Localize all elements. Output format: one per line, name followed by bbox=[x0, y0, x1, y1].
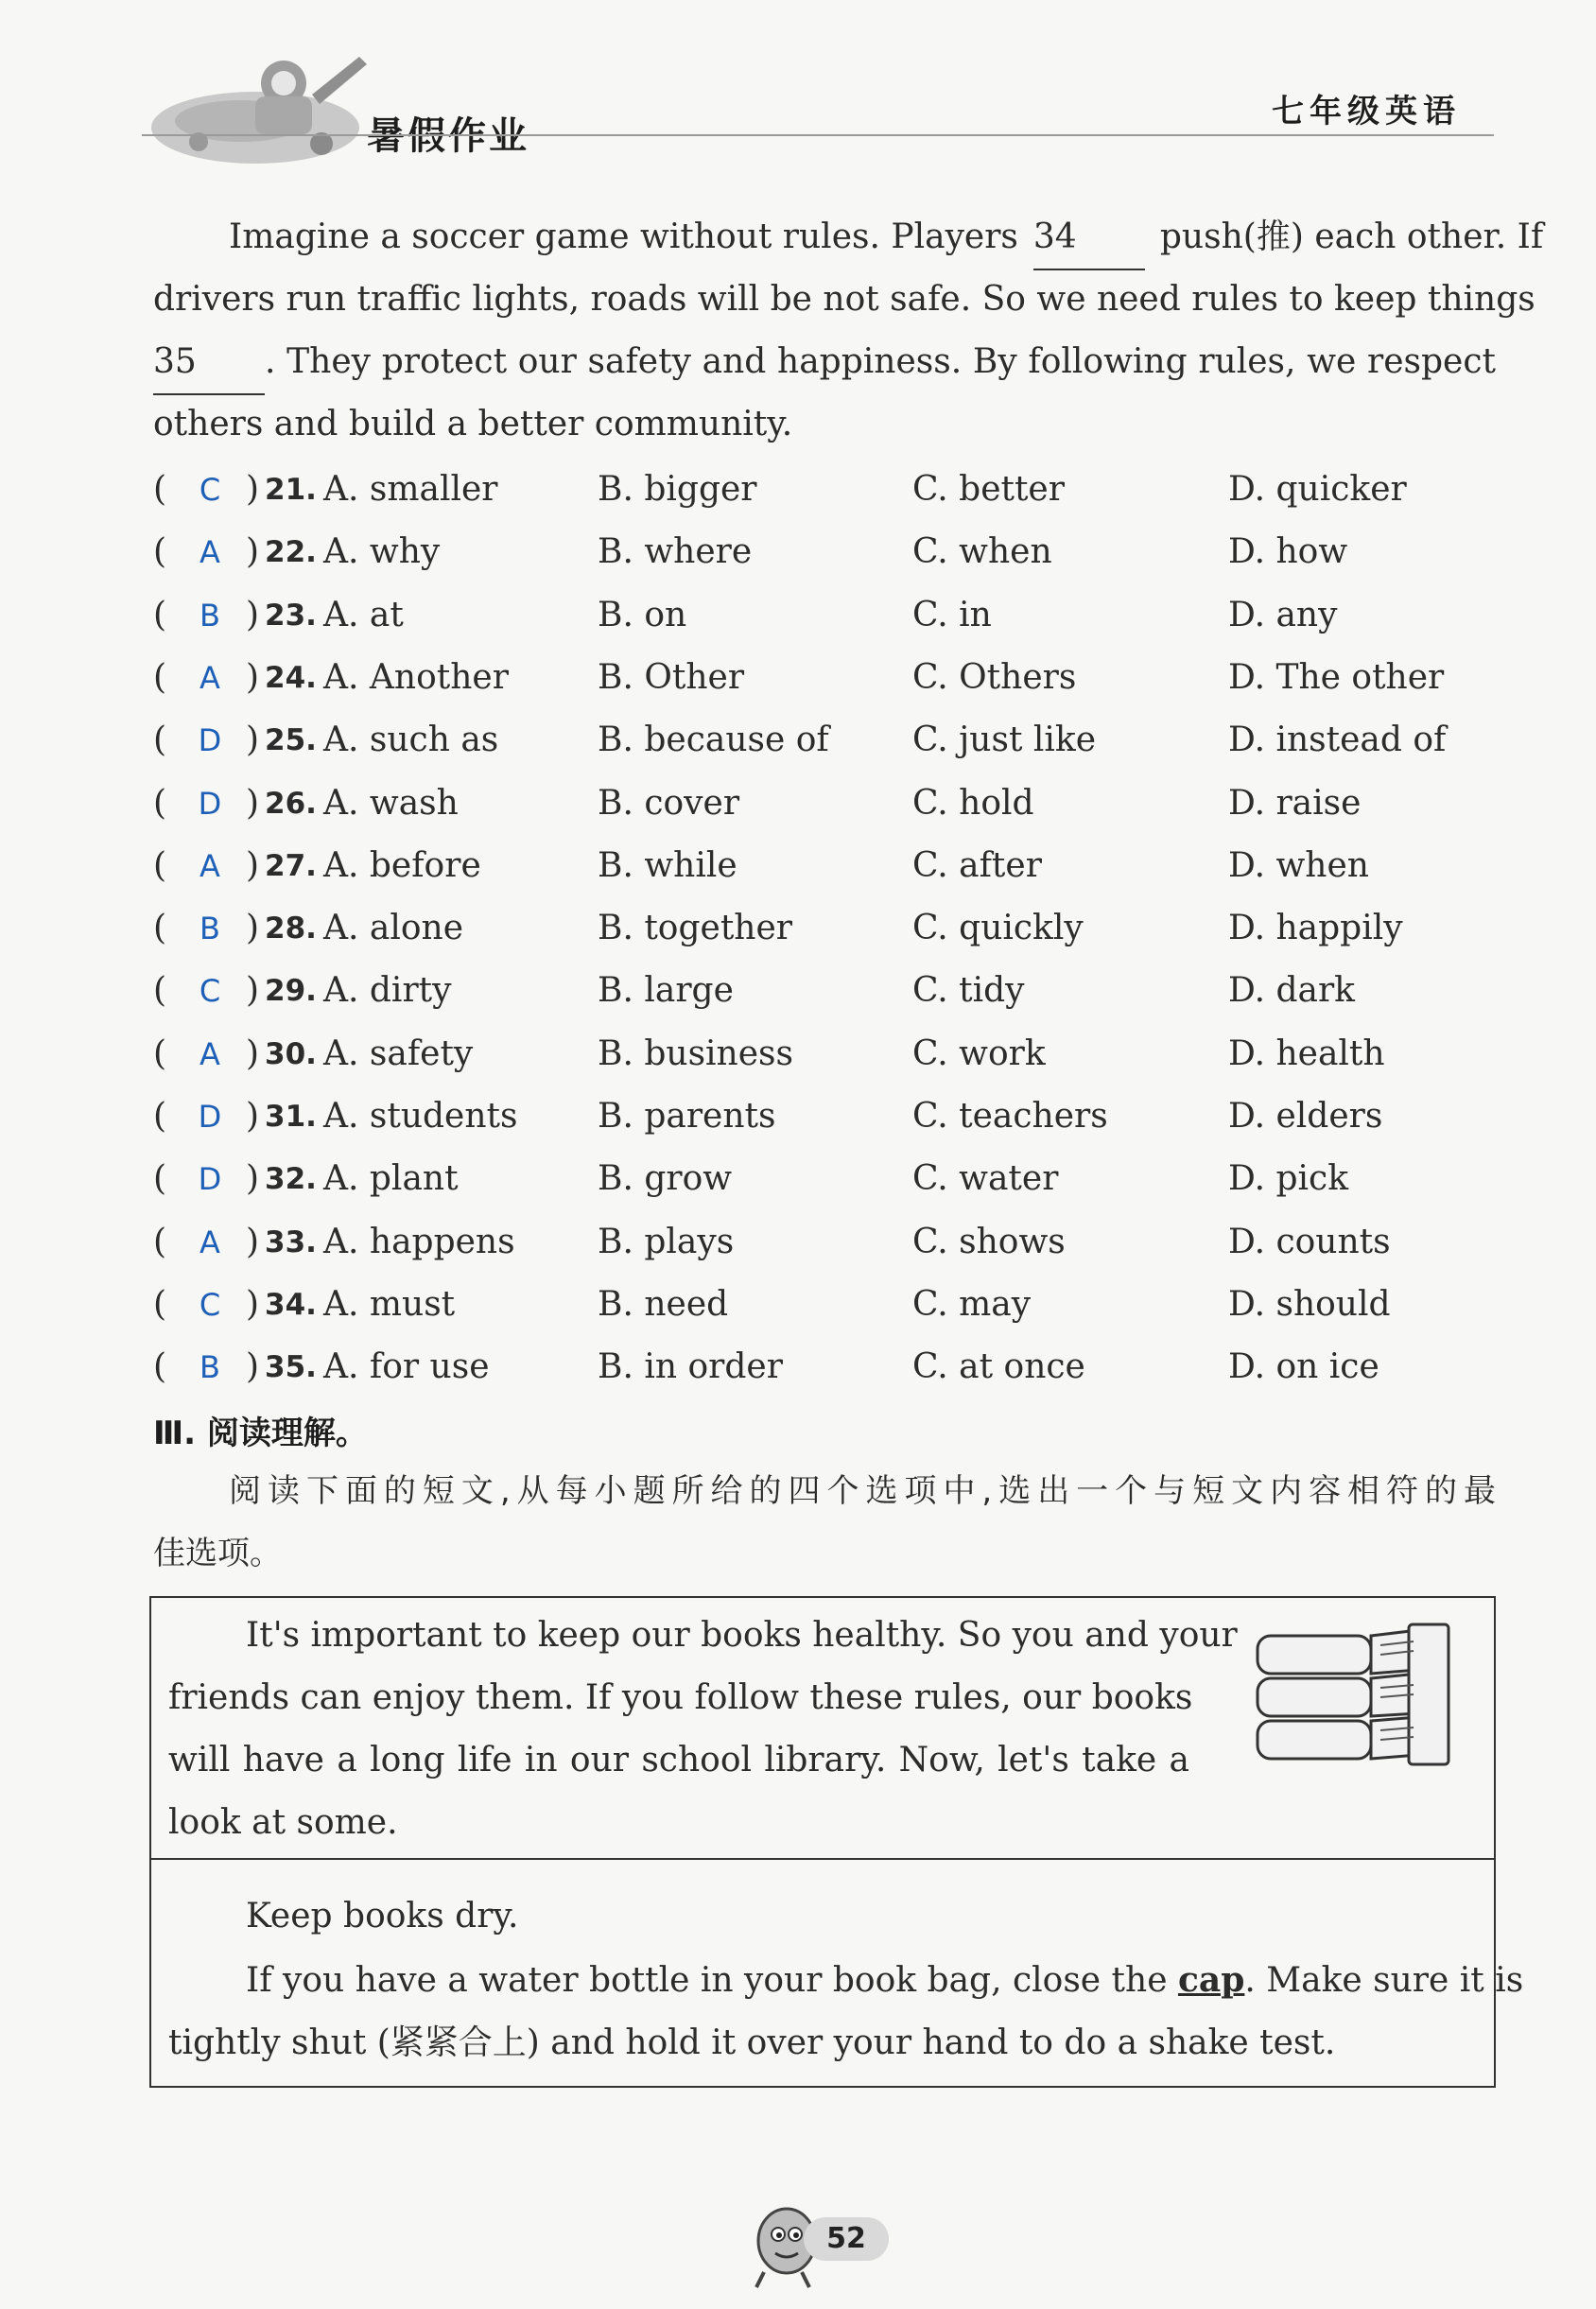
answer-letter: D bbox=[198, 785, 222, 822]
paren-close: ) bbox=[246, 1222, 260, 1261]
question-number: 30. bbox=[265, 1036, 317, 1071]
paren-close: ) bbox=[246, 470, 260, 509]
option-b: B. where bbox=[598, 532, 753, 572]
section-title: Ⅲ. 阅读理解。 bbox=[153, 1415, 368, 1452]
paren-close: ) bbox=[246, 1033, 260, 1073]
question-number: 29. bbox=[265, 974, 317, 1009]
paren-open: ( bbox=[153, 1159, 167, 1199]
reading-text: If you have a water bottle in your book bag, close the bbox=[246, 1961, 1178, 2000]
question-row bbox=[153, 897, 1496, 960]
passage-line bbox=[153, 206, 1544, 269]
option-c: C. in bbox=[912, 595, 992, 634]
paren-close: ) bbox=[246, 1159, 260, 1199]
instruction-text: 阅读下面的短文,从每小题所给的四个选项中,选出一个与短文内容相符的最 bbox=[229, 1472, 1496, 1510]
option-b: B. while bbox=[598, 845, 737, 885]
paren-open: ( bbox=[153, 532, 167, 572]
reading-text: . Make sure it is bbox=[1244, 1961, 1524, 2000]
option-c: C. after bbox=[912, 845, 1042, 885]
paren-open: ( bbox=[153, 1284, 167, 1324]
answer-letter: B bbox=[200, 597, 220, 634]
option-d: D. pick bbox=[1228, 1159, 1349, 1199]
option-a: A. such as bbox=[323, 720, 499, 760]
question-number: 32. bbox=[265, 1162, 317, 1197]
option-b: B. together bbox=[598, 909, 792, 948]
option-c: C. at once bbox=[912, 1347, 1085, 1387]
paren-close: ) bbox=[246, 1097, 260, 1136]
answer-letter: A bbox=[200, 1224, 220, 1260]
question-row bbox=[153, 1148, 1496, 1210]
option-c: C. teachers bbox=[912, 1097, 1108, 1136]
option-a: A. at bbox=[323, 595, 404, 634]
passage-text: . They protect our safety and happiness. By following rules, we respect bbox=[265, 342, 1496, 381]
option-c: C. when bbox=[912, 532, 1052, 572]
reading-line: will have a long life in our school library. Now, let's take a bbox=[168, 1741, 1189, 1779]
answer-letter: C bbox=[199, 472, 221, 508]
question-row bbox=[153, 459, 1496, 521]
option-d: D. how bbox=[1228, 532, 1348, 572]
paren-open: ( bbox=[153, 1033, 167, 1073]
option-a: A. for use bbox=[323, 1347, 490, 1387]
question-number: 27. bbox=[265, 848, 317, 883]
option-a: A. Another bbox=[323, 657, 509, 697]
option-a: A. students bbox=[323, 1097, 518, 1136]
paren-open: ( bbox=[153, 657, 167, 697]
option-c: C. quickly bbox=[912, 909, 1084, 948]
option-a: A. safety bbox=[323, 1033, 474, 1073]
question-row bbox=[153, 584, 1496, 647]
passage-line: others and build a better community. bbox=[153, 405, 793, 443]
paren-open: ( bbox=[153, 720, 167, 760]
paren-open: ( bbox=[153, 845, 167, 885]
robot-logo-illustration bbox=[142, 38, 378, 180]
paren-open: ( bbox=[153, 971, 167, 1011]
option-c: C. water bbox=[912, 1159, 1059, 1199]
underlined-word-cap: cap bbox=[1177, 1960, 1245, 2000]
paren-open: ( bbox=[153, 470, 167, 509]
paren-close: ) bbox=[246, 595, 260, 634]
paren-close: ) bbox=[246, 783, 260, 823]
question-number: 24. bbox=[265, 660, 317, 695]
paren-close: ) bbox=[246, 1347, 260, 1387]
page-number: 52 bbox=[804, 2217, 889, 2261]
option-a: A. plant bbox=[323, 1159, 459, 1199]
option-a: A. alone bbox=[323, 909, 464, 948]
question-number: 26. bbox=[265, 786, 317, 821]
question-row bbox=[153, 1085, 1496, 1148]
paren-open: ( bbox=[153, 1347, 167, 1387]
header-title: 暑假作业 bbox=[367, 114, 529, 158]
answer-letter: D bbox=[198, 1161, 222, 1198]
books-illustration bbox=[1239, 1607, 1466, 1778]
blank-35: 35 bbox=[153, 331, 265, 395]
reading-line: friends can enjoy them. If you follow these rules, our books bbox=[168, 1678, 1193, 1717]
passage-text: Imagine a soccer game without rules. Players bbox=[229, 217, 1018, 256]
option-b: B. in order bbox=[598, 1347, 783, 1387]
question-number: 21. bbox=[265, 473, 317, 507]
rule-heading: Keep books dry. bbox=[246, 1897, 519, 1936]
reading-line bbox=[168, 1949, 1524, 2012]
answer-letter: B bbox=[200, 1349, 220, 1386]
question-number: 23. bbox=[265, 598, 317, 633]
question-number: 35. bbox=[265, 1350, 317, 1385]
paren-close: ) bbox=[246, 909, 260, 948]
option-d: D. elders bbox=[1228, 1097, 1383, 1136]
reading-line: look at some. bbox=[168, 1803, 398, 1842]
option-b: B. large bbox=[598, 971, 734, 1011]
question-number: 28. bbox=[265, 911, 317, 946]
answer-letter: B bbox=[200, 911, 220, 947]
option-c: C. just like bbox=[912, 720, 1097, 760]
option-b: B. bigger bbox=[598, 470, 757, 509]
option-d: D. counts bbox=[1228, 1222, 1391, 1261]
passage-text: push(推) each other. If bbox=[1159, 217, 1544, 256]
question-number: 22. bbox=[265, 535, 317, 570]
passage-line bbox=[153, 331, 1496, 393]
option-d: D. happily bbox=[1228, 909, 1403, 948]
option-c: C. work bbox=[912, 1033, 1046, 1073]
paren-close: ) bbox=[246, 720, 260, 760]
question-row bbox=[153, 1211, 1496, 1274]
option-c: C. Others bbox=[912, 657, 1077, 697]
passage-line: drivers run traffic lights, roads will be not safe. So we need rules to keep things bbox=[153, 280, 1535, 319]
question-row bbox=[153, 1274, 1496, 1336]
header-divider bbox=[142, 134, 1494, 136]
reading-line: It's important to keep our books healthy. So you and your bbox=[246, 1616, 1238, 1655]
option-b: B. parents bbox=[598, 1097, 776, 1136]
option-d: D. should bbox=[1228, 1284, 1391, 1324]
option-a: A. why bbox=[323, 532, 441, 572]
option-a: A. dirty bbox=[323, 971, 452, 1011]
option-b: B. Other bbox=[598, 657, 745, 697]
option-b: B. plays bbox=[598, 1222, 735, 1261]
paren-open: ( bbox=[153, 1097, 167, 1136]
paren-close: ) bbox=[246, 1284, 260, 1324]
option-a: A. happens bbox=[323, 1222, 515, 1261]
answer-letter: A bbox=[200, 1035, 220, 1072]
blank-34: 34 bbox=[1033, 206, 1145, 270]
paren-open: ( bbox=[153, 909, 167, 948]
paren-close: ) bbox=[246, 657, 260, 697]
option-b: B. on bbox=[598, 595, 687, 634]
paren-open: ( bbox=[153, 1222, 167, 1261]
paren-close: ) bbox=[246, 845, 260, 885]
question-row bbox=[153, 709, 1496, 772]
answer-letter: A bbox=[200, 659, 220, 696]
paren-close: ) bbox=[246, 971, 260, 1011]
option-c: C. better bbox=[912, 470, 1065, 509]
question-row bbox=[153, 835, 1496, 897]
option-a: A. before bbox=[323, 845, 481, 885]
header-subject: 七年级英语 bbox=[1272, 93, 1461, 130]
option-d: D. instead of bbox=[1228, 720, 1447, 760]
question-row bbox=[153, 1336, 1496, 1398]
paren-open: ( bbox=[153, 595, 167, 634]
option-c: C. tidy bbox=[912, 971, 1025, 1011]
option-c: C. may bbox=[912, 1284, 1032, 1324]
question-row bbox=[153, 773, 1496, 835]
option-b: B. grow bbox=[598, 1159, 733, 1199]
question-number: 25. bbox=[265, 723, 317, 758]
option-a: A. smaller bbox=[323, 470, 498, 509]
option-d: D. dark bbox=[1228, 971, 1355, 1011]
paren-close: ) bbox=[246, 532, 260, 572]
question-number: 33. bbox=[265, 1224, 317, 1259]
option-b: B. because of bbox=[598, 720, 829, 760]
option-d: D. on ice bbox=[1228, 1347, 1379, 1387]
option-d: D. The other bbox=[1228, 657, 1445, 697]
question-row bbox=[153, 647, 1496, 709]
question-row bbox=[153, 960, 1496, 1022]
option-d: D. when bbox=[1228, 845, 1369, 885]
paren-open: ( bbox=[153, 783, 167, 823]
question-row bbox=[153, 521, 1496, 583]
option-d: D. raise bbox=[1228, 783, 1362, 823]
option-b: B. cover bbox=[598, 783, 740, 823]
question-row bbox=[153, 1023, 1496, 1085]
option-b: B. business bbox=[598, 1033, 793, 1073]
answer-letter: D bbox=[198, 1099, 222, 1135]
option-b: B. need bbox=[598, 1284, 729, 1324]
option-d: D. health bbox=[1228, 1033, 1385, 1073]
option-d: D. any bbox=[1228, 595, 1338, 634]
option-c: C. shows bbox=[912, 1222, 1066, 1261]
question-number: 34. bbox=[265, 1287, 317, 1322]
reading-line: tightly shut (紧紧合上) and hold it over your hand to do a shake test. bbox=[168, 2023, 1336, 2062]
answer-letter: A bbox=[200, 847, 220, 884]
option-c: C. hold bbox=[912, 783, 1034, 823]
option-d: D. quicker bbox=[1228, 470, 1407, 509]
answer-letter: C bbox=[199, 973, 221, 1010]
answer-letter: A bbox=[200, 534, 220, 571]
box-divider bbox=[149, 1858, 1496, 1860]
option-a: A. must bbox=[323, 1284, 456, 1324]
option-a: A. wash bbox=[323, 783, 459, 823]
question-number: 31. bbox=[265, 1100, 317, 1134]
answer-letter: C bbox=[199, 1286, 221, 1323]
answer-letter: D bbox=[198, 722, 222, 759]
instruction-text: 佳选项。 bbox=[153, 1535, 282, 1572]
